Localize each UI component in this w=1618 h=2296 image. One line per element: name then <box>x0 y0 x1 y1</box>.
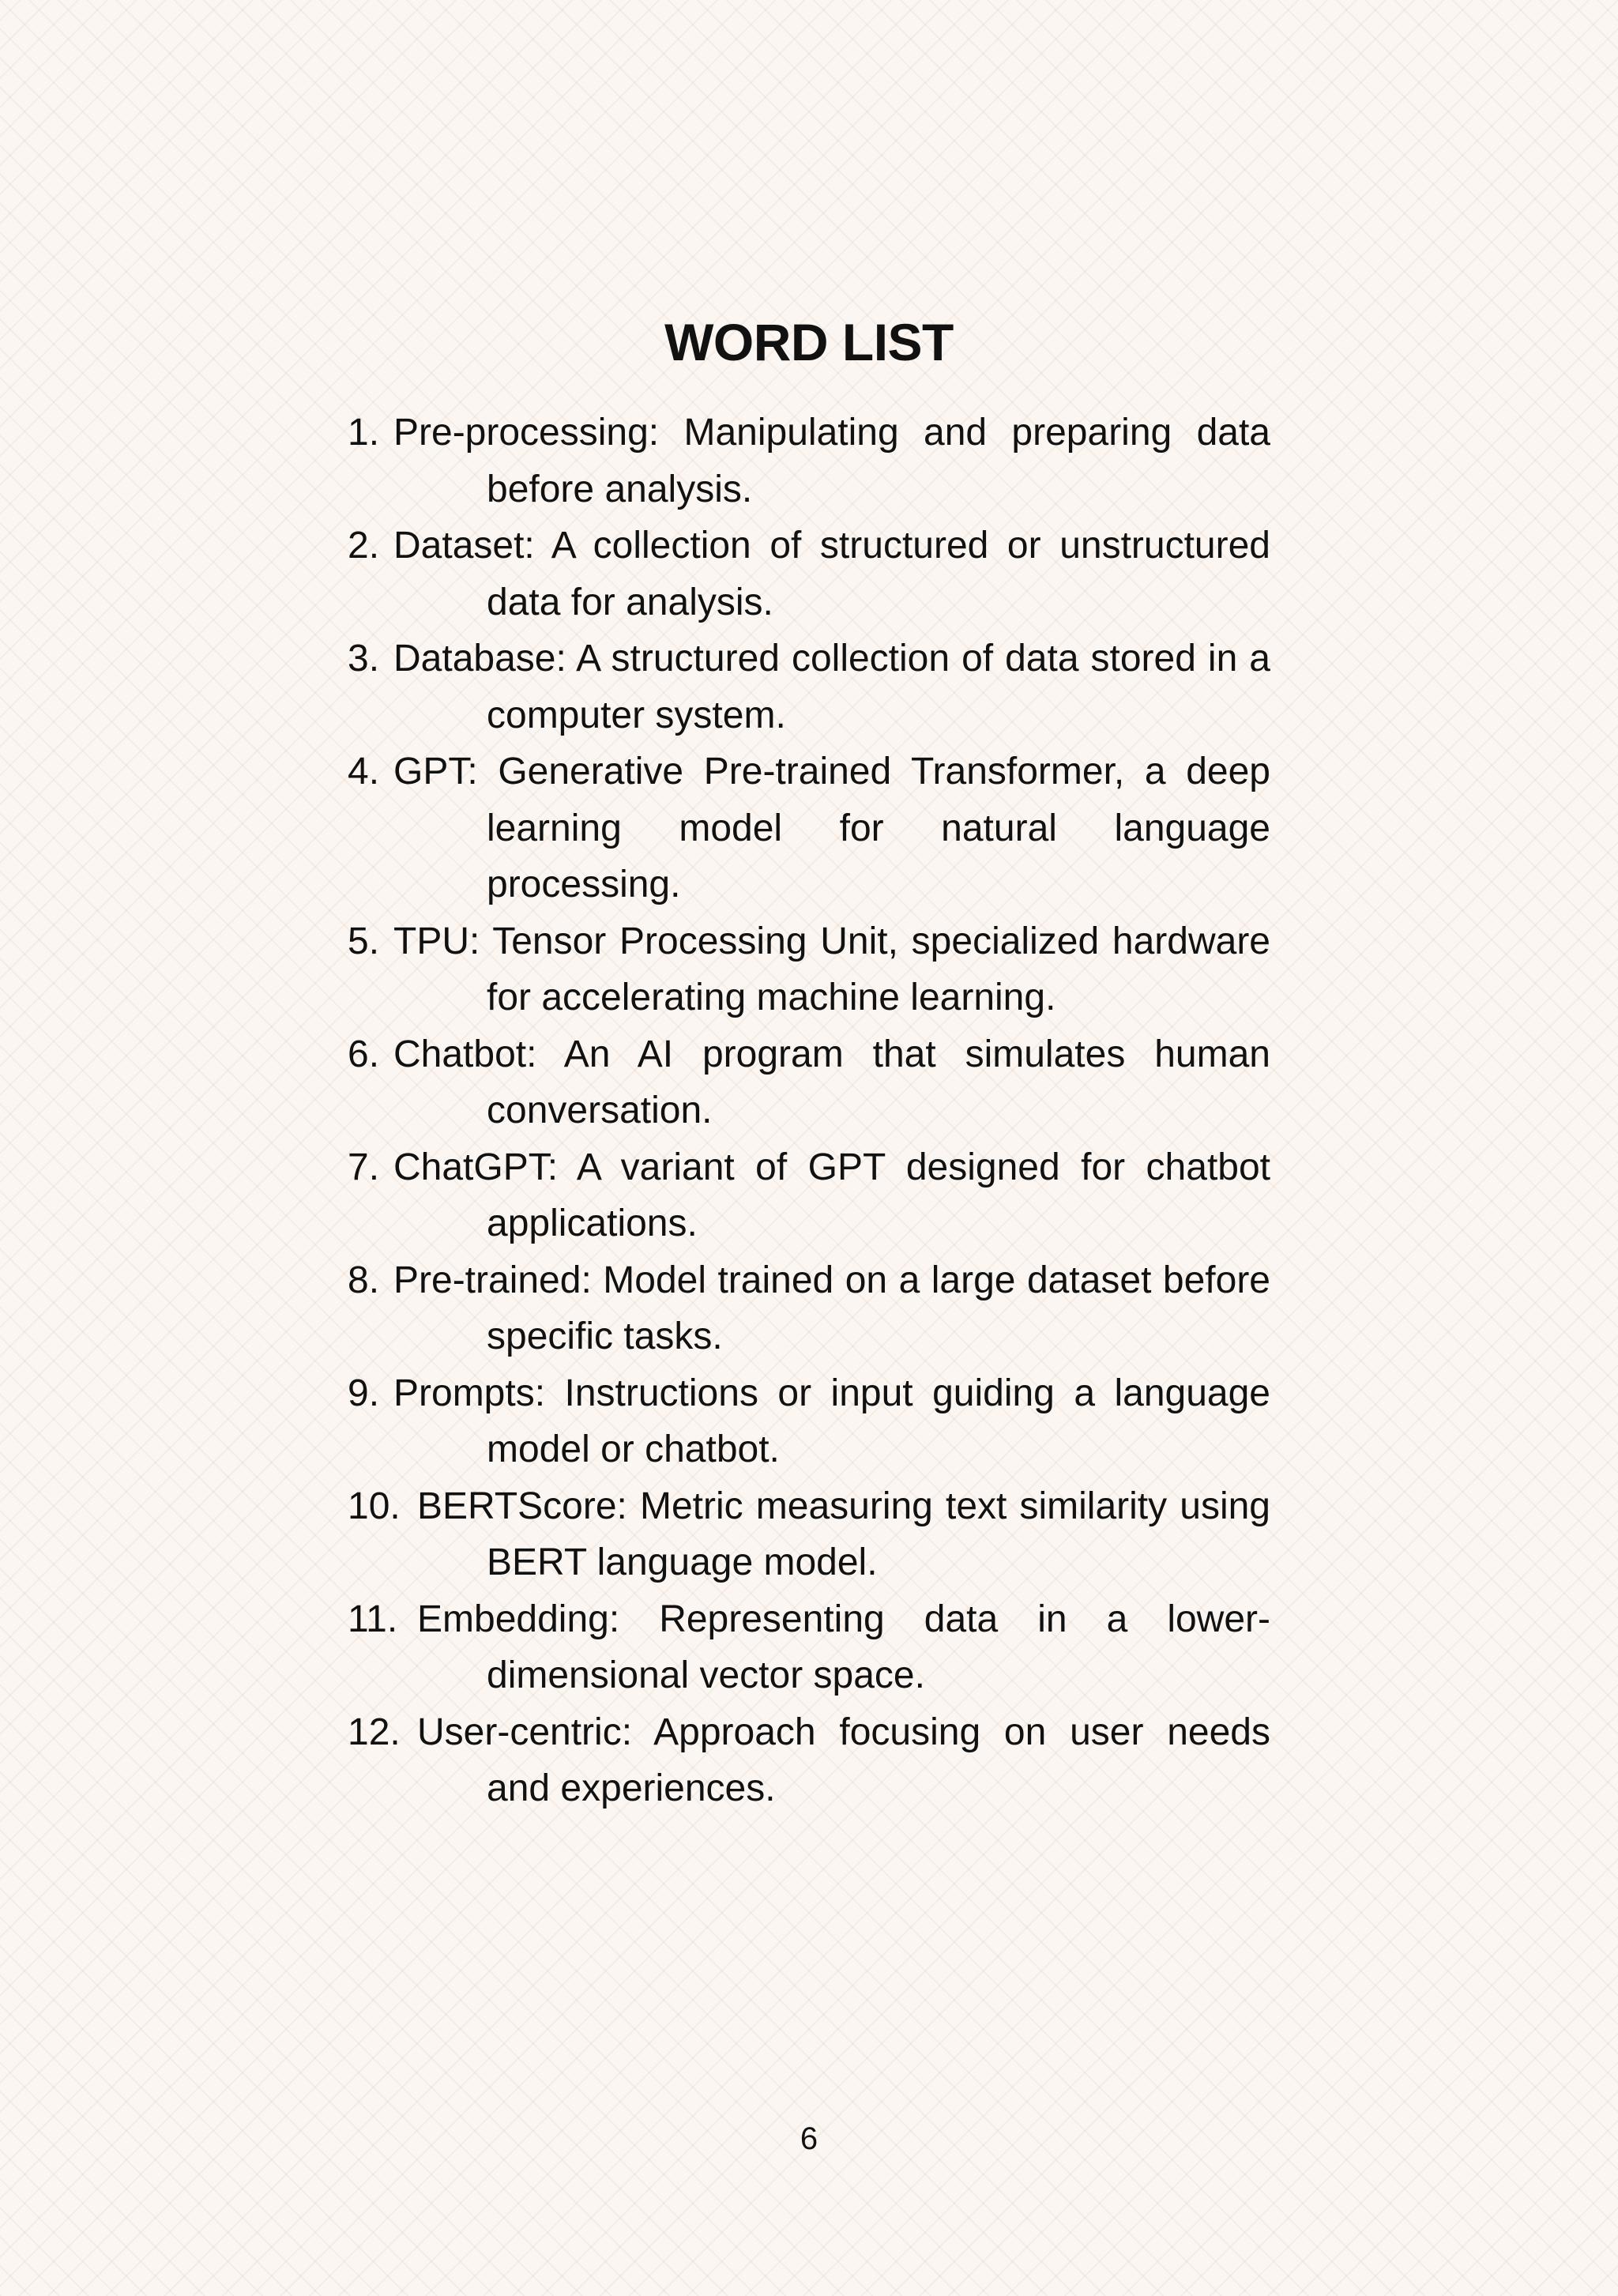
list-item <box>348 1478 1270 1591</box>
word-list <box>348 405 1270 1817</box>
item-definition: Database: A structured collection of data stored in a computer system. <box>393 638 1270 736</box>
item-number: 11. <box>348 1598 398 1640</box>
list-item <box>348 1026 1270 1139</box>
list-item <box>348 1591 1270 1704</box>
list-item <box>348 913 1270 1026</box>
list-item <box>348 1139 1270 1252</box>
item-number: 12. <box>348 1711 401 1753</box>
item-definition: User-centric: Approach focusing on user needs and experiences. <box>417 1711 1270 1809</box>
list-item <box>348 518 1270 630</box>
item-definition: ChatGPT: A variant of GPT designed for chatbot applications. <box>393 1146 1270 1244</box>
list-item <box>348 630 1270 743</box>
item-definition: GPT: Generative Pre-trained Transformer, a deep learning model for natural language processing. <box>393 751 1270 905</box>
item-number: 6. <box>348 1033 380 1075</box>
item-definition: BERTScore: Metric measuring text similarity using BERT language model. <box>417 1485 1270 1583</box>
item-definition: Pre-trained: Model trained on a large dataset before specific tasks. <box>393 1259 1270 1357</box>
page-number: 6 <box>800 2121 818 2156</box>
list-item <box>348 1704 1270 1817</box>
item-number: 5. <box>348 920 380 962</box>
page-title: WORD LIST <box>664 313 954 372</box>
item-definition: Dataset: A collection of structured or unstructured data for analysis. <box>393 525 1270 623</box>
item-number: 9. <box>348 1372 380 1414</box>
list-item <box>348 1252 1270 1365</box>
list-item <box>348 1365 1270 1478</box>
item-number: 7. <box>348 1146 380 1188</box>
item-number: 1. <box>348 412 380 454</box>
list-item <box>348 405 1270 518</box>
item-number: 8. <box>348 1259 380 1301</box>
item-definition: Embedding: Representing data in a lower-dimensional vector space. <box>417 1598 1270 1696</box>
item-definition: Chatbot: An AI program that simulates human conversation. <box>393 1033 1270 1131</box>
item-definition: Prompts: Instructions or input guiding a language model or chatbot. <box>393 1372 1270 1470</box>
item-number: 2. <box>348 525 380 566</box>
list-item <box>348 743 1270 913</box>
item-number: 4. <box>348 751 380 792</box>
item-definition: Pre-processing: Manipulating and preparing data before analysis. <box>393 412 1270 510</box>
item-number: 3. <box>348 638 380 679</box>
item-number: 10. <box>348 1485 401 1527</box>
item-definition: TPU: Tensor Processing Unit, specialized hardware for accelerating machine learning. <box>393 920 1270 1018</box>
